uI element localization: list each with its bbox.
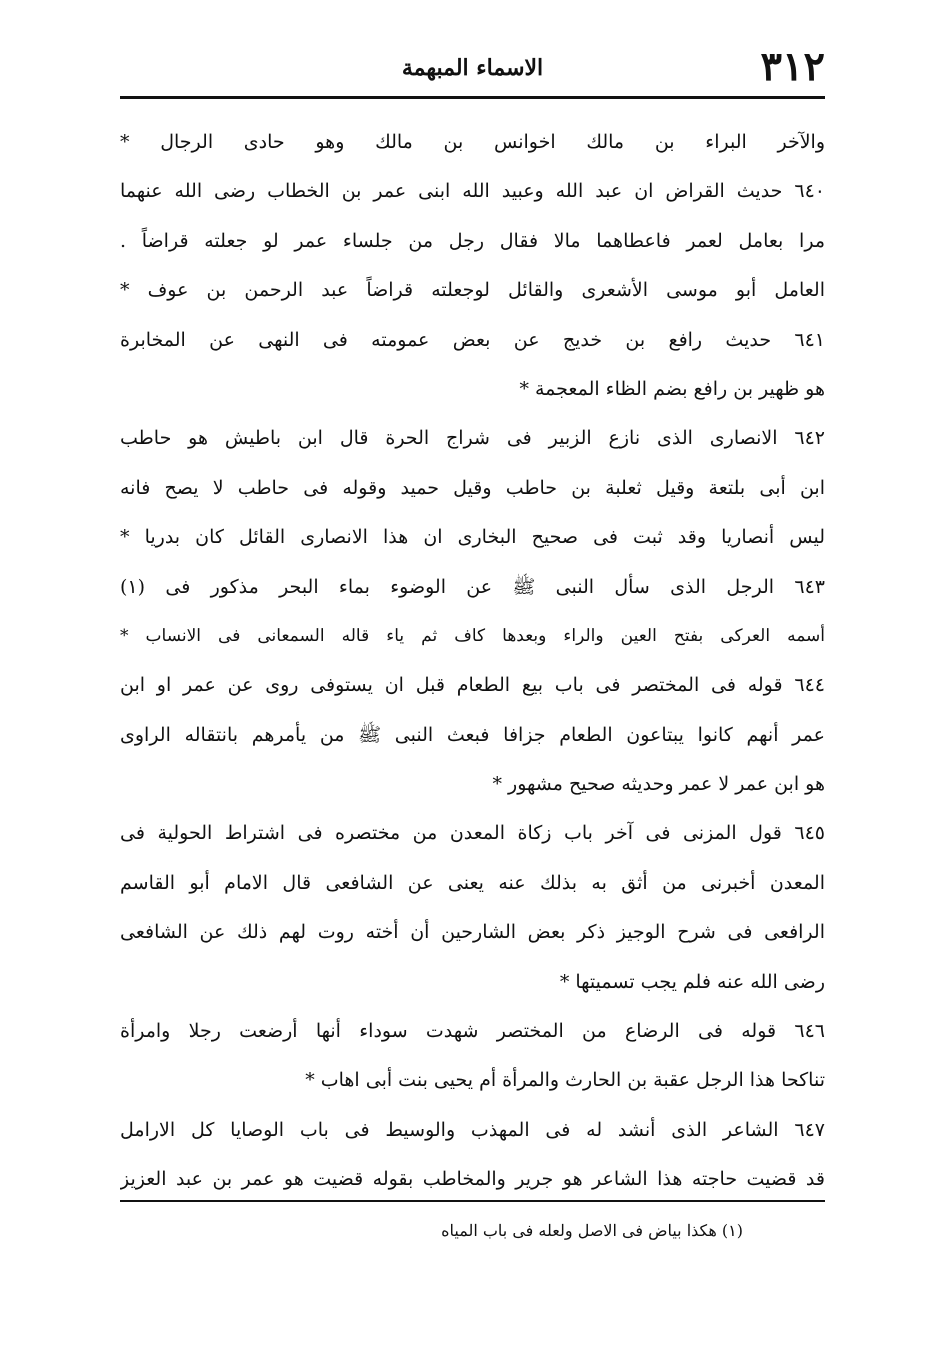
text-line: ليس أنصاريا وقد ثبت فى صحيح البخارى ان هذا الانصارى القائل كان بدريا *	[120, 526, 825, 549]
body-text	[120, 118, 825, 1205]
text-line: ٦٤٧ الشاعر الذى أنشد له فى المهذب والوسيط فى باب الوصايا كل الارامل	[120, 1118, 825, 1141]
text-line: الرافعى فى شرح الوجيز ذكر بعض الشارحين أن أخته روت لهم ذلك عن الشافعى	[120, 921, 825, 944]
footnote-text: (١) هكذا بياض فى الاصل ولعله فى باب المياه	[441, 1221, 743, 1240]
text-line: مرا بعامل لعمر فاعطاهما مالا فقال رجل من جلساء عمر لو جعلته قراضاً .	[120, 229, 825, 252]
page-header	[120, 42, 825, 92]
text-line: هو ابن عمر لا عمر وحديثه صحيح مشهور *	[492, 773, 825, 796]
text-line: قد قضيت حاجته هذا الشاعر هو جرير والمخاطب بقوله قضيت هو عمر بن عبد العزيز	[120, 1168, 825, 1191]
text-line: والآخر البراء بن مالك اخوانس بن مالك وهو حادى الرجال *	[120, 131, 825, 153]
footnote-rule	[120, 1200, 825, 1202]
header-rule	[120, 96, 825, 99]
text-line: ٦٤٤ قوله فى المختصر فى باب بيع الطعام قبل ان يستوفى روى عن عمر او ابن	[120, 674, 825, 697]
running-title: الاسماء المبهمة	[401, 55, 544, 81]
text-line: أسمه العركى بفتح العين والراء وبعدها كاف ثم ياء قاله السمعانى فى الانساب *	[120, 625, 825, 646]
page-number: ٣١٢	[760, 43, 825, 90]
text-line: ٦٤٢ الانصارى الذى نازع الزبير فى شراج الحرة قال ابن باطيش هو حاطب	[120, 427, 825, 450]
text-line: ٦٤٠ حديث القراض ان عبد الله وعبيد الله ابنى عمر بن الخطاب رضى الله عنهما	[120, 180, 825, 203]
text-line: العامل أبو موسى الأشعرى والقائل لوجعلته قراضاً عبد الرحمن بن عوف *	[120, 279, 825, 302]
text-line: ٦٤٦ قوله فى الرضاع من المختصر شهدت سوداء أنها أرضعت رجلا وامرأة	[120, 1020, 825, 1043]
text-line: رضى الله عنه فلم يجب تسميتها *	[559, 970, 825, 993]
text-line: هو ظهير بن رافع بضم الظاء المعجمة *	[519, 377, 825, 400]
text-line: ابن أبى بلتعة وقيل ثعلبة بن حاطب وقيل حميد وقوله فى حاطب لا يصح فانه	[120, 476, 825, 499]
text-line: ٦٤٥ قول المزنى فى آخر باب زكاة المعدن من مختصره فى اشتراط الحولية فى	[120, 822, 825, 845]
text-line: ٦٤٣ الرجل الذى سأل النبى ﷺ عن الوضوء بماء البحر مذكور فى (١)	[120, 575, 825, 598]
footnote	[120, 1213, 825, 1249]
text-line: المعدن أخبرنى من أثق به بذلك عنه يعنى عن الشافعى قال الامام أبو القاسم	[120, 871, 825, 894]
text-line: عمر أنهم كانوا يبتاعون الطعام جزافا فبعث النبى ﷺ من يأمرهم بانتقاله الراوى	[120, 723, 825, 746]
text-line: تناكحا هذا الرجل عقبة بن الحارث والمرأة أم يحيى بنت أبى اهاب *	[305, 1069, 825, 1092]
text-line: ٦٤١ حديث رافع بن خديج عن بعض عمومته فى النهى عن المخابرة	[120, 328, 825, 351]
